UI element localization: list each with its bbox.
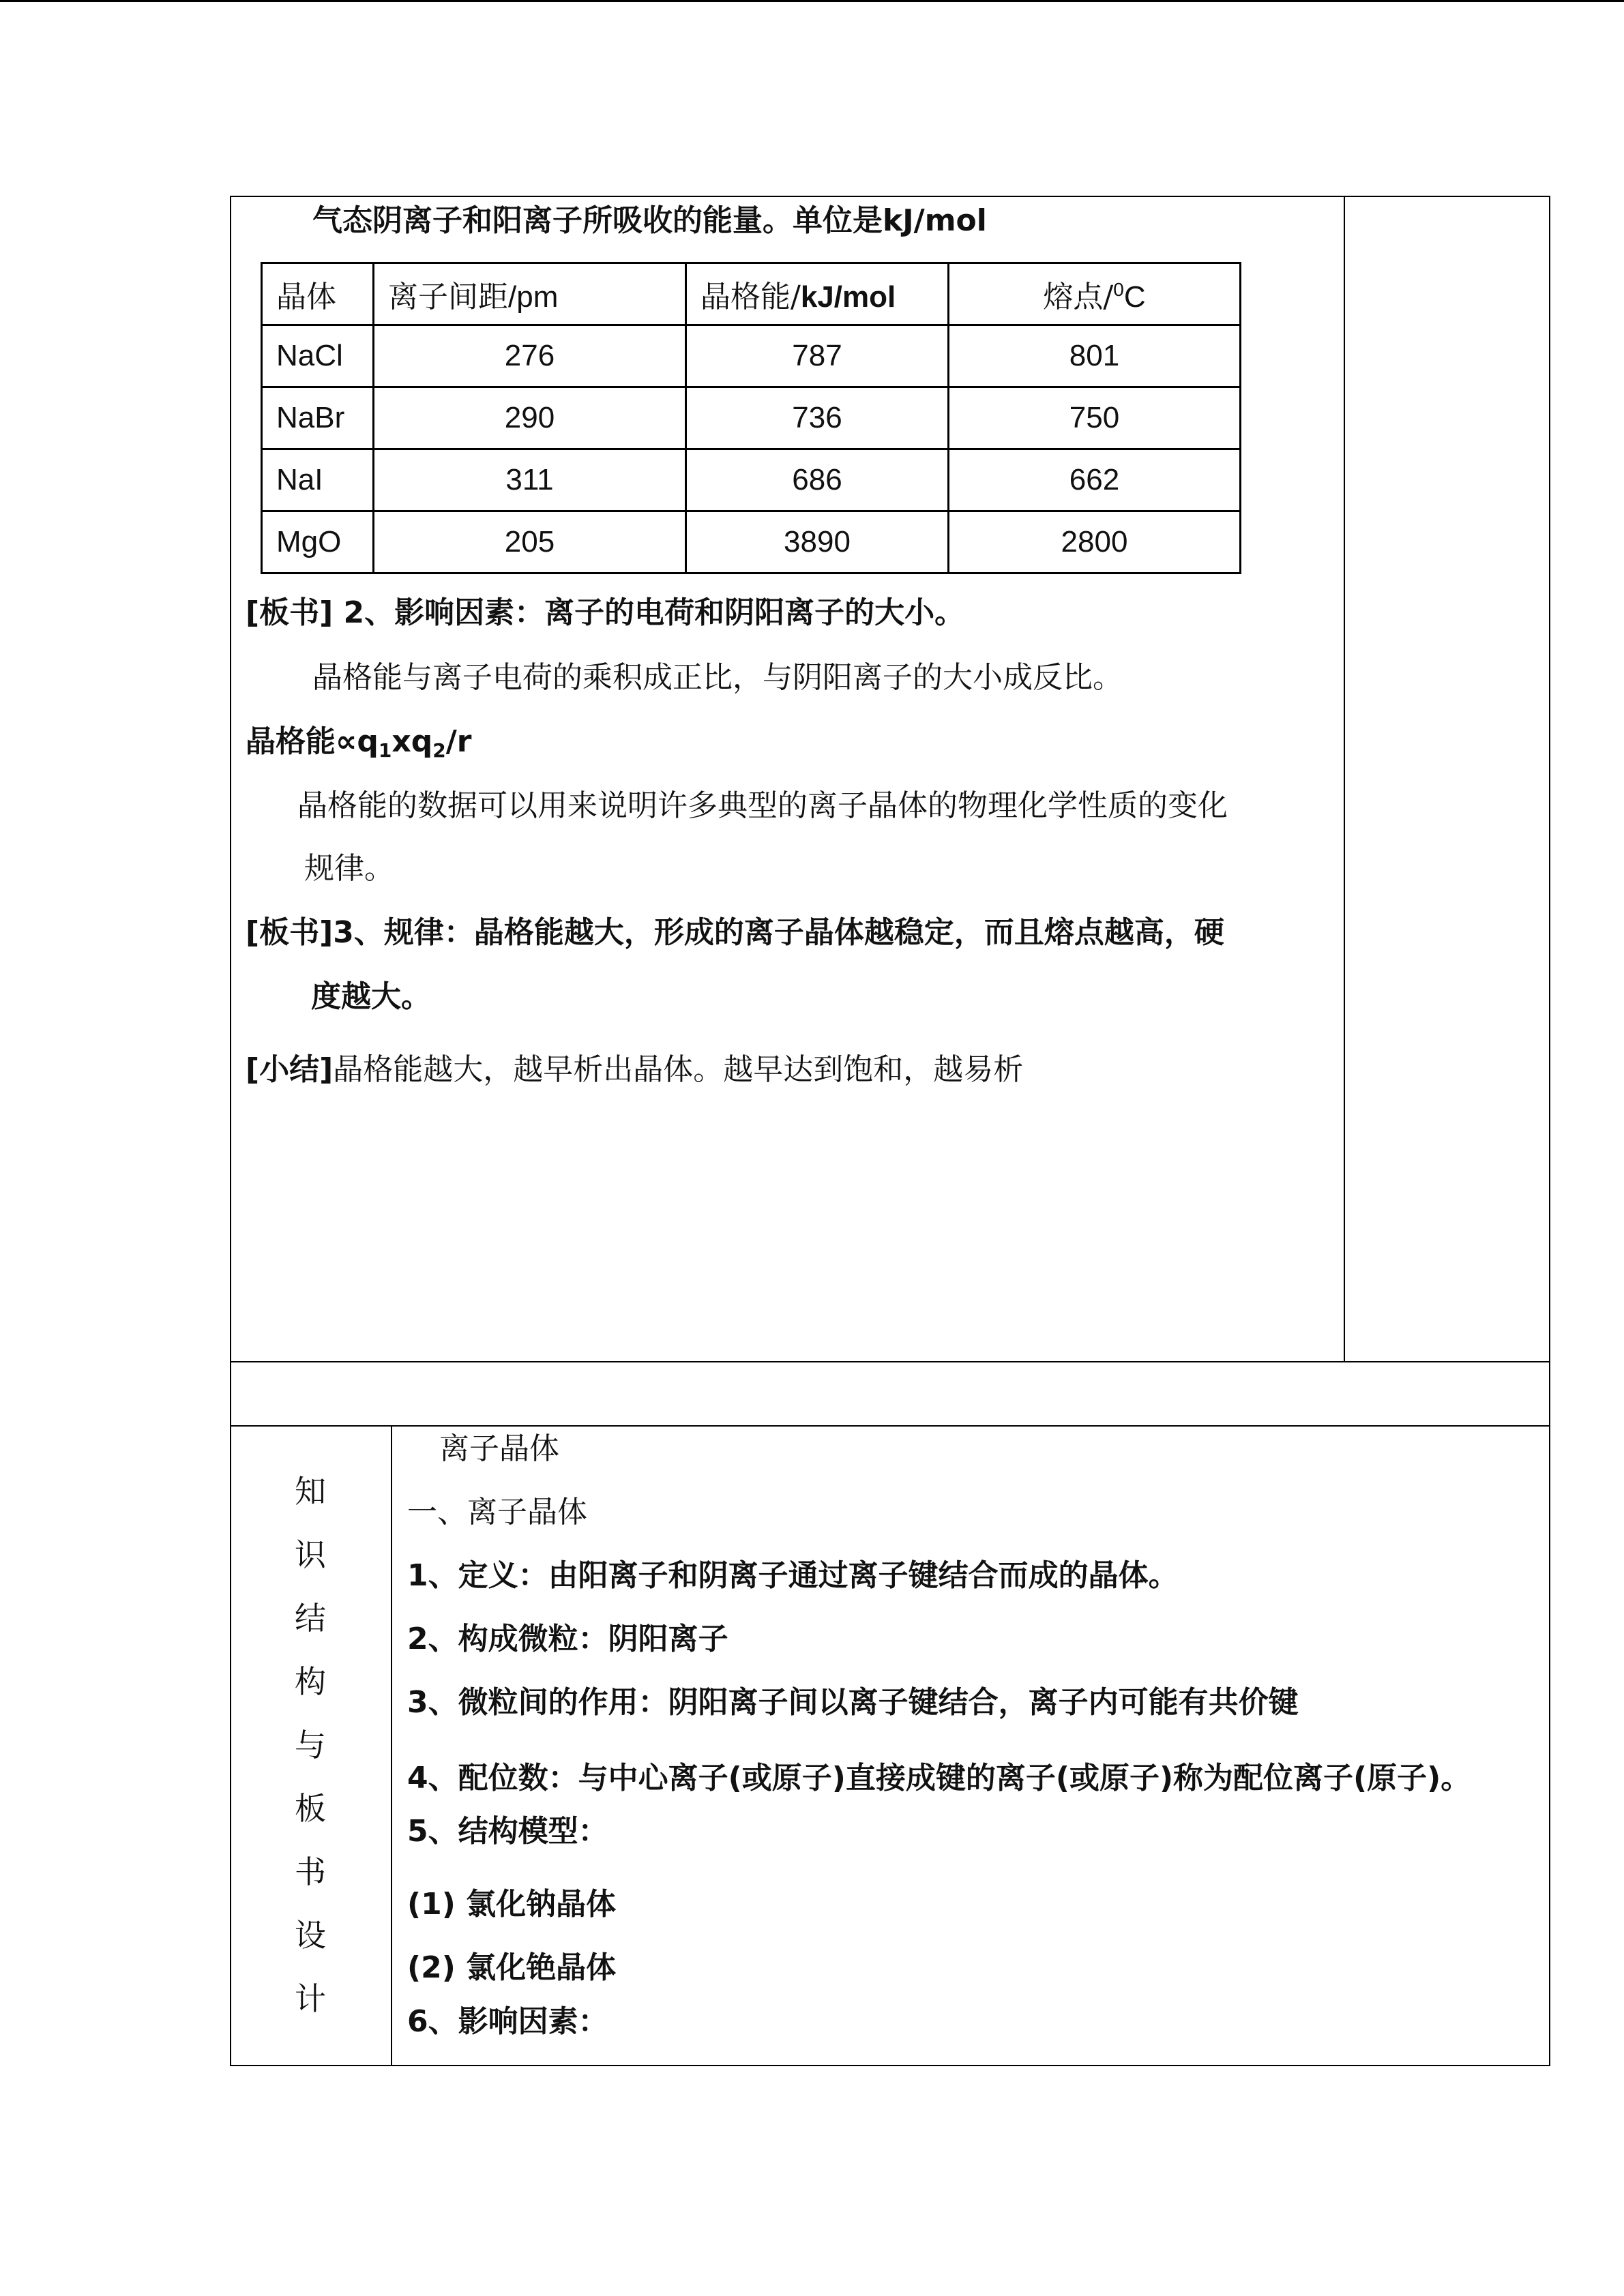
header-melting-point: 熔点/$^0$C	[949, 263, 1241, 325]
side-label-char: 设	[295, 1917, 326, 1954]
table-row	[262, 325, 1241, 387]
cell-crystal: NaBr	[262, 387, 374, 449]
cell-energy: 686	[686, 449, 949, 511]
table-row	[262, 449, 1241, 511]
side-label-char: 计	[295, 1980, 326, 2017]
cell-distance: 276	[374, 325, 686, 387]
knowledge-heading: 一、离子晶体	[407, 1495, 587, 1530]
cell-distance: 311	[374, 449, 686, 511]
data-usage-line-2: 规律。	[304, 851, 394, 886]
summary	[246, 1049, 1023, 1090]
knowledge-item: 5、结构模型：	[407, 1814, 608, 1849]
side-label-char: 与	[295, 1727, 326, 1763]
board-note-3-line-1: [板书]3、规律：晶格能越大，形成的离子晶体越稳定，而且熔点越高，硬	[246, 915, 1224, 950]
side-label-char: 知	[295, 1473, 326, 1510]
knowledge-item: 6、影响因素：	[407, 2004, 608, 2039]
cell-distance: 205	[374, 511, 686, 573]
header-ion-distance: 离子间距/pm	[374, 263, 686, 325]
cell-energy: 787	[686, 325, 949, 387]
cell-melting: 662	[949, 449, 1241, 511]
lattice-energy-formula: 晶格能$\propto q_1xq_2/r$	[246, 724, 472, 762]
cell-melting: 2800	[949, 511, 1241, 573]
knowledge-item: 4、配位数：与中心离子(或原子)直接成键的离子(或原子)称为配位离子(原子)。	[407, 1761, 1471, 1795]
page-top-border	[0, 0, 1624, 2]
cell-crystal: MgO	[262, 511, 374, 573]
knowledge-item: 1、定义：由阳离子和阴离子通过离子键结合而成的晶体。	[407, 1558, 1179, 1593]
side-label-char: 板	[295, 1790, 326, 1827]
empty-row	[230, 1361, 1550, 1427]
lattice-energy-table	[261, 262, 1241, 574]
proportional-text: 晶格能与离子电荷的乘积成正比，与阴阳离子的大小成反比。	[312, 660, 1123, 695]
knowledge-item: (1) 氯化钠晶体	[407, 1887, 617, 1922]
cell-crystal: NaCl	[262, 325, 374, 387]
knowledge-item: 2、构成微粒：阴阳离子	[407, 1622, 728, 1656]
side-label-char: 结	[295, 1600, 326, 1637]
summary-text: 晶格能越大，越早析出晶体。越早达到饱和，越易析	[333, 1052, 1024, 1087]
intro-line: 气态阴离子和阳离子所吸收的能量。单位是kJ/mol	[312, 203, 987, 238]
cell-distance: 290	[374, 387, 686, 449]
board-note-3-line-2: 度越大。	[311, 979, 431, 1014]
side-label-char: 书	[295, 1853, 326, 1890]
upper-right-divider	[1344, 196, 1345, 1362]
side-label-char: 构	[295, 1663, 326, 1700]
side-label-char: 识	[295, 1536, 326, 1573]
cell-crystal: NaI	[262, 449, 374, 511]
header-lattice-energy: 晶格能/kJ/mol	[686, 263, 949, 325]
knowledge-item: 3、微粒间的作用：阴阳离子间以离子键结合，离子内可能有共价键	[407, 1685, 1299, 1720]
summary-label: [小结]	[246, 1052, 334, 1087]
lower-left-divider	[391, 1425, 392, 2066]
board-note-2: [板书] 2、影响因素：离子的电荷和阴阳离子的大小。	[246, 595, 965, 630]
knowledge-title: 离子晶体	[439, 1431, 559, 1466]
cell-energy: 736	[686, 387, 949, 449]
table-row	[262, 387, 1241, 449]
table-row	[262, 511, 1241, 573]
data-usage-line-1: 晶格能的数据可以用来说明许多典型的离子晶体的物理化学性质的变化	[297, 788, 1228, 823]
cell-melting: 750	[949, 387, 1241, 449]
knowledge-item: (2) 氯化铯晶体	[407, 1950, 617, 1985]
cell-energy: 3890	[686, 511, 949, 573]
header-crystal: 晶体	[262, 263, 374, 325]
cell-melting: 801	[949, 325, 1241, 387]
table-header-row	[262, 263, 1241, 325]
